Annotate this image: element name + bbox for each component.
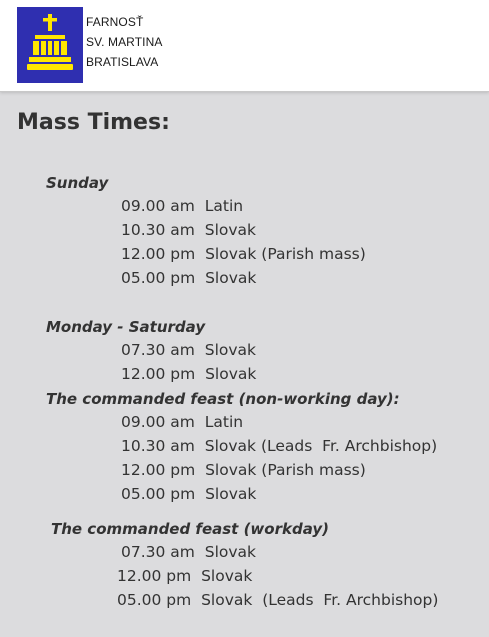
section-heading-feast-nonworking: The commanded feast (non-working day):	[46, 390, 400, 408]
mass-time-entry: 07.30 am Slovak	[121, 341, 257, 359]
mass-time-entry: 12.00 pm Slovak	[121, 365, 257, 383]
section-heading-sunday: Sunday	[46, 174, 109, 192]
mass-time-entry: 05.00 pm Slovak (Leads Fr. Archbishop)	[117, 591, 439, 609]
mass-time-entry: 12.00 pm Slovak (Parish mass)	[121, 245, 366, 263]
mass-time-entry: 07.30 am Slovak	[121, 543, 257, 561]
mass-time-entry: 12.00 pm Slovak (Parish mass)	[121, 461, 366, 479]
parish-name-line-2: SV. MARTINA	[86, 35, 163, 49]
mass-time-entry: 10.30 am Slovak	[121, 221, 257, 239]
parish-name[interactable]	[86, 12, 162, 72]
mass-time-entry: 05.00 pm Slovak	[121, 485, 257, 503]
site-header	[0, 0, 489, 92]
crown-cross-icon	[17, 7, 83, 83]
parish-name-line-3: BRATISLAVA	[86, 55, 159, 69]
mass-time-entry: 05.00 pm Slovak	[121, 269, 257, 287]
parish-name-line-1: FARNOSŤ	[86, 15, 144, 29]
mass-time-entry: 10.30 am Slovak (Leads Fr. Archbishop)	[121, 437, 438, 455]
parish-logo[interactable]	[17, 7, 83, 83]
mass-time-entry: 12.00 pm Slovak	[117, 567, 253, 585]
mass-time-entry: 09.00 am Latin	[121, 413, 244, 431]
mass-time-entry: 09.00 am Latin	[121, 197, 244, 215]
page-title: Mass Times:	[17, 110, 170, 135]
section-heading-weekdays: Monday - Saturday	[46, 318, 206, 336]
section-heading-feast-workday: The commanded feast (workday)	[51, 520, 329, 538]
